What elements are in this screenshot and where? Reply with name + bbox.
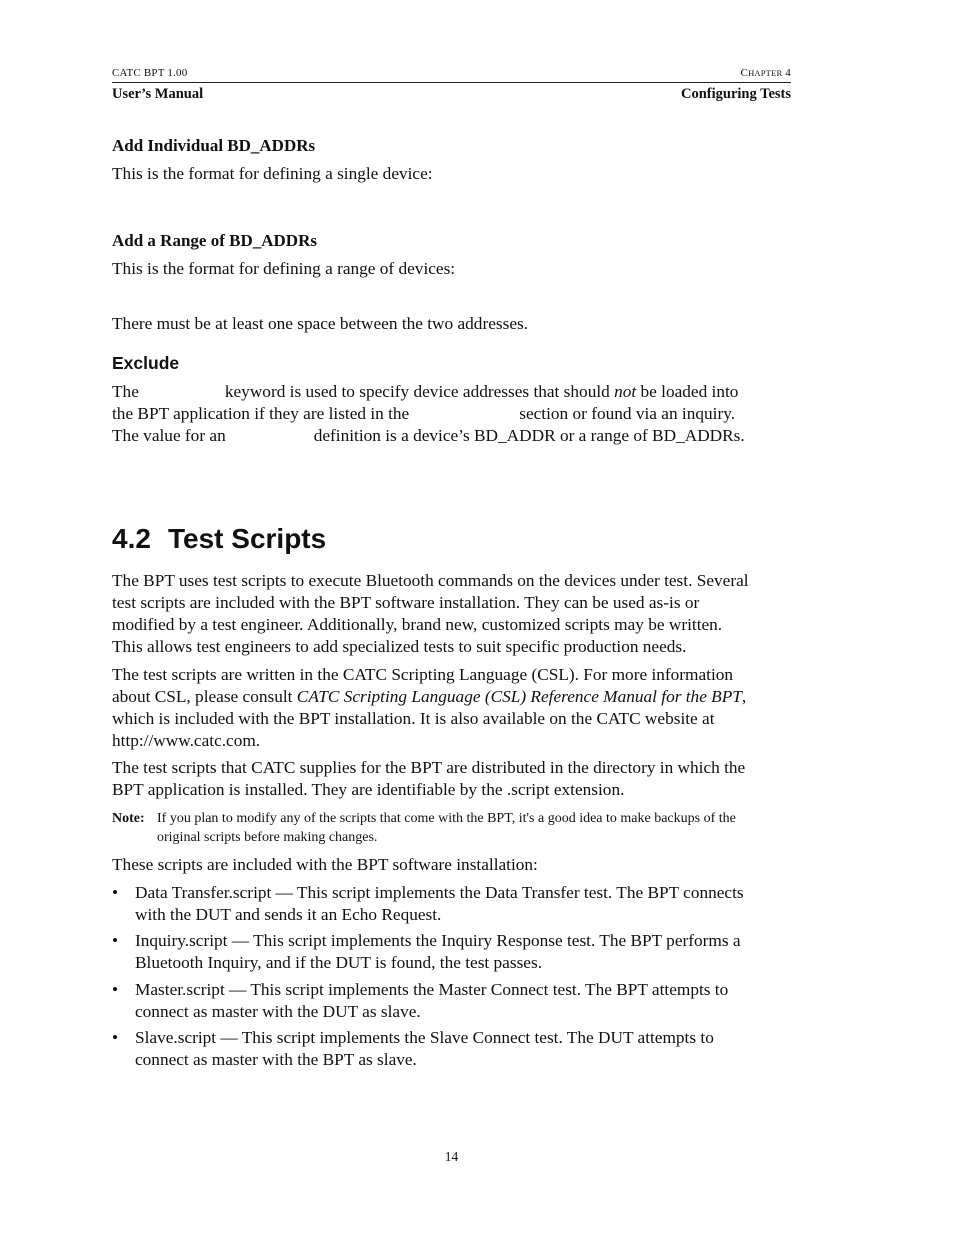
manual-name: User’s Manual <box>112 86 204 102</box>
note-text: If you plan to modify any of the scripts that come with the BPT, it's a good idea to make backups of the original scripts before making changes. <box>157 811 736 845</box>
catc-website-url: http://www.catc.com. <box>112 731 261 750</box>
note-label: Note: <box>112 811 145 826</box>
heading-exclude: Exclude <box>112 353 180 373</box>
section-heading-test-scripts: 4.2 Test Scripts <box>112 523 327 554</box>
header-rule <box>112 82 791 83</box>
paragraph-list-intro: These scripts are included with the BPT software installation: <box>112 855 538 874</box>
csl-manual-title: CATC Scripting Language (CSL) Reference Manual for the BPT <box>296 687 742 706</box>
paragraph-add-range: This is the format for defining a range of devices: <box>112 259 456 278</box>
chapter-label: CHAPTER 4 <box>740 67 791 79</box>
list-item: • Slave.script — This script implements the Slave Connect test. The DUT attempts to connect as master with the BPT as slave. <box>112 1028 714 1069</box>
running-header-top <box>112 67 791 79</box>
note-backup-scripts <box>112 809 791 849</box>
list-item: • Inquiry.script — This script implements the Inquiry Response test. The BPT performs a Bluetooth Inquiry, and if the DUT is found, the test passes. <box>112 931 741 972</box>
paragraph-csl: The test scripts are written in the CATC Scripting Language (CSL). For more information about CSL, please consult CATC Scripting Language (CSL) Reference Manual for the BPT, which is included with the BPT installation. It is also available on the CATC website at http://www.catc.com. <box>112 664 791 752</box>
chapter-title: Configuring Tests <box>681 86 791 102</box>
bullet-marker: • <box>112 931 119 950</box>
heading-add-individual: Add Individual BD_ADDRs <box>112 136 316 155</box>
paragraph-add-individual: This is the format for defining a single device: <box>112 164 433 183</box>
product-version: CATC BPT 1.00 <box>112 67 188 79</box>
paragraph-script-location: The test scripts that CATC supplies for the BPT are distributed in the directory in which the BPT application is installed. They are identifiable by the .script extension. <box>112 758 746 799</box>
document-page <box>112 0 791 1235</box>
bullet-marker: • <box>112 1028 119 1047</box>
exclude-line-3: The value for an definition is a device’s BD_ADDR or a range of BD_ADDRs. <box>112 426 745 445</box>
heading-add-range: Add a Range of BD_ADDRs <box>112 231 317 250</box>
paragraph-exclude <box>112 381 791 447</box>
page-number: 14 <box>444 1149 459 1164</box>
list-item: • Data Transfer.script — This script implements the Data Transfer test. The BPT connects with the DUT and sends it an Echo Request. <box>112 883 744 924</box>
bullet-marker: • <box>112 980 119 999</box>
paragraph-range-space: There must be at least one space between the two addresses. <box>112 314 529 333</box>
bullet-marker: • <box>112 883 119 902</box>
running-header-bottom <box>112 86 791 103</box>
paragraph-test-scripts-intro: The BPT uses test scripts to execute Bluetooth commands on the devices under test. Several test scripts are included with the BPT software installation. They can be used as-is or modified by a test engineer. Additionally, brand new, customized scripts may be written. This allows test engineers to add specialized tests to suit specific production needs. <box>112 571 749 656</box>
list-item: • Master.script — This script implements the Master Connect test. The BPT attempts to connect as master with the DUT as slave. <box>112 980 729 1021</box>
exclude-line-1: The keyword is used to specify device addresses that should not be loaded into <box>112 382 739 401</box>
exclude-line-2: the BPT application if they are listed in the section or found via an inquiry. <box>112 404 736 423</box>
